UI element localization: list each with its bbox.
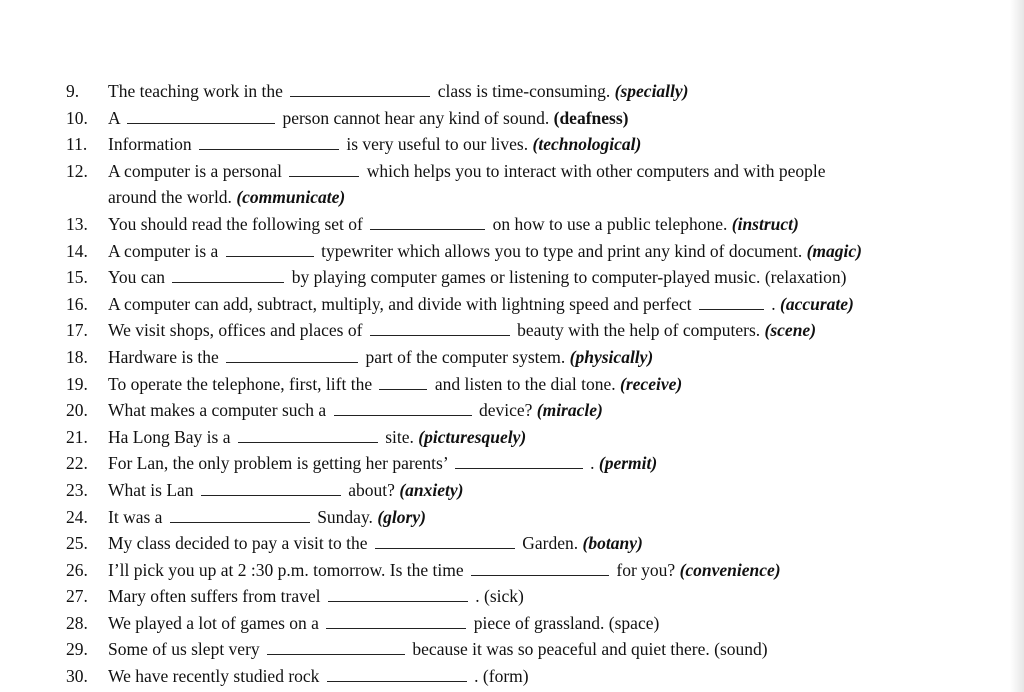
question-text-before: You should read the following set of (108, 213, 363, 234)
question-text-before: Mary often suffers from travel (108, 586, 321, 607)
question-25 (66, 530, 966, 557)
question-number: 17. (66, 320, 88, 341)
question-30 (66, 663, 966, 690)
question-16 (66, 291, 966, 318)
question-text-after: by playing computer games or listening to computer-played music. (291, 267, 761, 288)
question-number: 23. (66, 479, 88, 500)
question-number: 11. (66, 134, 88, 155)
question-text-after: site. (385, 426, 414, 447)
word-hint: (sick) (484, 586, 524, 607)
question-text-after: . (474, 666, 479, 687)
answer-blank[interactable] (379, 375, 427, 390)
word-hint: (anxiety) (399, 479, 464, 500)
question-text-before: Some of us slept very (108, 639, 260, 660)
question-number: 29. (66, 639, 88, 660)
question-number: 22. (66, 453, 88, 474)
answer-blank[interactable] (199, 135, 339, 150)
question-text-after: part of the computer system. (365, 346, 566, 367)
answer-blank[interactable] (290, 82, 430, 97)
question-text-after: . (771, 293, 776, 314)
page-edge-shadow (1010, 0, 1024, 692)
question-text-after: person cannot hear any kind of sound. (282, 107, 550, 128)
word-hint: (communicate) (236, 187, 346, 208)
question-text-before: A computer is a personal (108, 160, 282, 181)
question-text-before: Hardware is the (108, 346, 219, 367)
answer-blank[interactable] (455, 454, 583, 469)
word-hint: (deafness) (553, 107, 629, 128)
question-text-before: A computer can add, subtract, multiply, and divide with lightning speed and perfect (108, 293, 692, 314)
word-hint: (physically) (569, 346, 654, 367)
answer-blank[interactable] (328, 587, 468, 602)
question-text-after: Garden. (522, 533, 579, 554)
question-text-after: on how to use a public telephone. (492, 213, 728, 234)
word-hint: (receive) (620, 373, 683, 394)
word-hint: (accurate) (780, 293, 854, 314)
question-number: 9. (66, 81, 80, 101)
answer-blank[interactable] (471, 561, 609, 576)
question-number: 16. (66, 293, 88, 314)
question-18 (66, 344, 966, 371)
question-text-after: class is time-consuming. (437, 81, 611, 101)
word-hint: (instruct) (731, 213, 799, 234)
answer-blank[interactable] (289, 162, 359, 177)
question-text-after: . (475, 586, 480, 607)
question-text-after: piece of grassland. (473, 612, 605, 633)
word-hint: (specially) (614, 81, 689, 101)
question-19 (66, 371, 966, 398)
question-number: 25. (66, 533, 88, 554)
answer-blank[interactable] (267, 640, 405, 655)
answer-blank[interactable] (370, 321, 510, 336)
question-text-before: We have recently studied rock (108, 666, 320, 687)
question-text-after: Sunday. (317, 506, 373, 527)
question-27 (66, 583, 966, 610)
question-23 (66, 477, 966, 504)
continuation-text: around the world. (108, 187, 232, 208)
question-text-before: A (108, 107, 120, 128)
word-hint: (convenience) (679, 559, 781, 580)
question-number: 10. (66, 107, 88, 128)
word-hint: (scene) (764, 320, 817, 341)
answer-blank[interactable] (375, 534, 515, 549)
question-text-before: To operate the telephone, first, lift the (108, 373, 373, 394)
question-24 (66, 504, 966, 531)
question-number: 27. (66, 586, 88, 607)
answer-blank[interactable] (226, 242, 314, 257)
question-text-before: A computer is a (108, 240, 219, 261)
answer-blank[interactable] (127, 109, 275, 124)
word-hint: (miracle) (536, 400, 603, 421)
question-14 (66, 238, 966, 265)
question-26 (66, 557, 966, 584)
answer-blank[interactable] (170, 508, 310, 523)
question-text-before: You can (108, 267, 166, 288)
question-number: 18. (66, 346, 88, 367)
word-hint: (space) (608, 612, 660, 633)
question-9 (66, 78, 966, 105)
question-text-after: about? (348, 479, 395, 500)
question-22 (66, 450, 966, 477)
question-list (66, 78, 966, 690)
question-number: 24. (66, 506, 88, 527)
question-text-before: We visit shops, offices and places of (108, 320, 363, 341)
question-12 (66, 158, 966, 211)
question-text-before: What makes a computer such a (108, 400, 327, 421)
question-29 (66, 636, 966, 663)
answer-blank[interactable] (327, 667, 467, 682)
question-number: 12. (66, 160, 88, 181)
question-number: 15. (66, 267, 88, 288)
question-text-after: typewriter which allows you to type and print any kind of document. (321, 240, 803, 261)
question-text-before: We played a lot of games on a (108, 612, 319, 633)
question-text-before: It was a (108, 506, 163, 527)
answer-blank[interactable] (172, 268, 284, 283)
question-number: 26. (66, 559, 88, 580)
question-text-after: is very useful to our lives. (346, 134, 529, 155)
question-13 (66, 211, 966, 238)
answer-blank[interactable] (699, 295, 764, 310)
answer-blank[interactable] (370, 215, 485, 230)
question-number: 21. (66, 426, 88, 447)
word-hint: (picturesquely) (418, 426, 527, 447)
question-text-after: for you? (616, 559, 676, 580)
question-number: 30. (66, 666, 88, 687)
question-text-before: What is Lan (108, 479, 194, 500)
question-28 (66, 610, 966, 637)
question-text-after: because it was so peaceful and quiet there. (412, 639, 710, 660)
word-hint: (permit) (598, 453, 658, 474)
question-text-before: The teaching work in the (108, 81, 283, 101)
word-hint: (glory) (377, 506, 426, 527)
word-hint: (form) (482, 666, 529, 687)
question-21 (66, 424, 966, 451)
question-number: 19. (66, 373, 88, 394)
question-text-after: device? (478, 400, 533, 421)
question-15 (66, 264, 966, 291)
question-number: 20. (66, 400, 88, 421)
question-20 (66, 397, 966, 424)
question-number: 28. (66, 612, 88, 633)
question-continuation (108, 184, 966, 211)
word-hint: (magic) (806, 240, 863, 261)
word-hint: (relaxation) (764, 267, 847, 288)
question-text-before: I’ll pick you up at 2 :30 p.m. tomorrow. Is the time (108, 559, 464, 580)
answer-blank[interactable] (201, 481, 341, 496)
answer-blank[interactable] (238, 428, 378, 443)
question-text-before: Ha Long Bay is a (108, 426, 231, 447)
answer-blank[interactable] (334, 401, 472, 416)
question-10 (66, 105, 966, 132)
question-text-before: My class decided to pay a visit to the (108, 533, 368, 554)
question-text-after: and listen to the dial tone. (434, 373, 616, 394)
answer-blank[interactable] (226, 348, 358, 363)
question-text-after: beauty with the help of computers. (517, 320, 761, 341)
question-number: 13. (66, 213, 88, 234)
question-11 (66, 131, 966, 158)
word-hint: (technological) (532, 134, 642, 155)
answer-blank[interactable] (326, 614, 466, 629)
question-text-after: . (590, 453, 595, 474)
question-number: 14. (66, 240, 88, 261)
word-hint: (botany) (582, 533, 643, 554)
question-text-after: which helps you to interact with other computers and with people (366, 160, 826, 181)
question-text-before: Information (108, 134, 192, 155)
question-text-before: For Lan, the only problem is getting her parents’ (108, 453, 448, 474)
word-hint: (sound) (714, 639, 768, 660)
question-17 (66, 317, 966, 344)
